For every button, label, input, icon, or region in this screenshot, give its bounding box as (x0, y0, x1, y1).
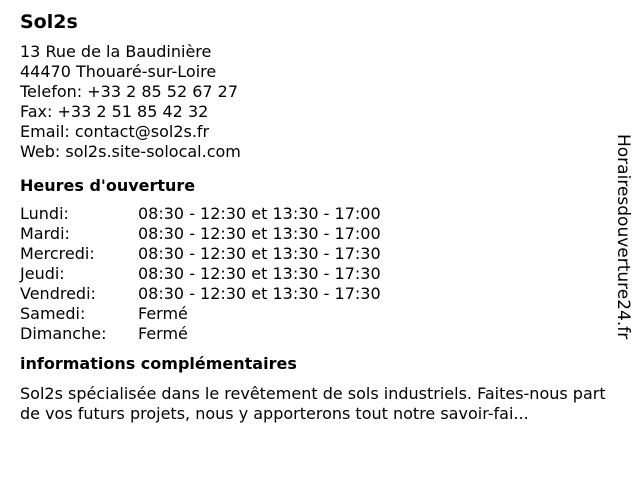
hours-row-saturday (20, 304, 610, 324)
hours-row-thursday (20, 264, 610, 284)
day-label: Vendredi: (20, 284, 96, 303)
hours-row-wednesday (20, 244, 610, 264)
day-label: Dimanche: (20, 324, 107, 343)
opening-hours: Fermé (138, 324, 188, 343)
fax-number: Fax: +33 2 51 85 42 32 (20, 102, 209, 121)
side-brand-watermark: Horairesdouverture24.fr (613, 134, 633, 340)
website: Web: sol2s.site-solocal.com (20, 142, 241, 161)
info-description: Sol2s spécialisée dans le revêtement de sols industriels. Faites-nous part de vos futurs projets, nous y apporterons tout notre savoir-fai... (20, 384, 606, 423)
day-label: Mardi: (20, 224, 70, 243)
business-name: Sol2s (20, 11, 78, 33)
opening-hours: 08:30 - 12:30 et 13:30 - 17:30 (138, 284, 381, 303)
info-heading: informations complémentaires (20, 354, 297, 373)
hours-row-sunday (20, 324, 610, 344)
hours-table (20, 204, 610, 344)
opening-hours: 08:30 - 12:30 et 13:30 - 17:30 (138, 264, 381, 283)
hours-row-friday (20, 284, 610, 304)
day-label: Jeudi: (20, 264, 65, 283)
address-street: 13 Rue de la Baudinière (20, 42, 212, 61)
day-label: Samedi: (20, 304, 86, 323)
day-label: Mercredi: (20, 244, 95, 263)
address-city: 44470 Thouaré-sur-Loire (20, 62, 217, 81)
opening-hours: 08:30 - 12:30 et 13:30 - 17:00 (138, 224, 381, 243)
day-label: Lundi: (20, 204, 69, 223)
hours-row-monday (20, 204, 610, 224)
phone-number: Telefon: +33 2 85 52 67 27 (20, 82, 239, 101)
contact-block (20, 42, 610, 162)
opening-hours: 08:30 - 12:30 et 13:30 - 17:00 (138, 204, 381, 223)
opening-hours: 08:30 - 12:30 et 13:30 - 17:30 (138, 244, 381, 263)
business-card (20, 10, 610, 424)
hours-row-tuesday (20, 224, 610, 244)
email-address: Email: contact@sol2s.fr (20, 122, 210, 141)
opening-hours: Fermé (138, 304, 188, 323)
hours-heading: Heures d'ouverture (20, 176, 196, 195)
